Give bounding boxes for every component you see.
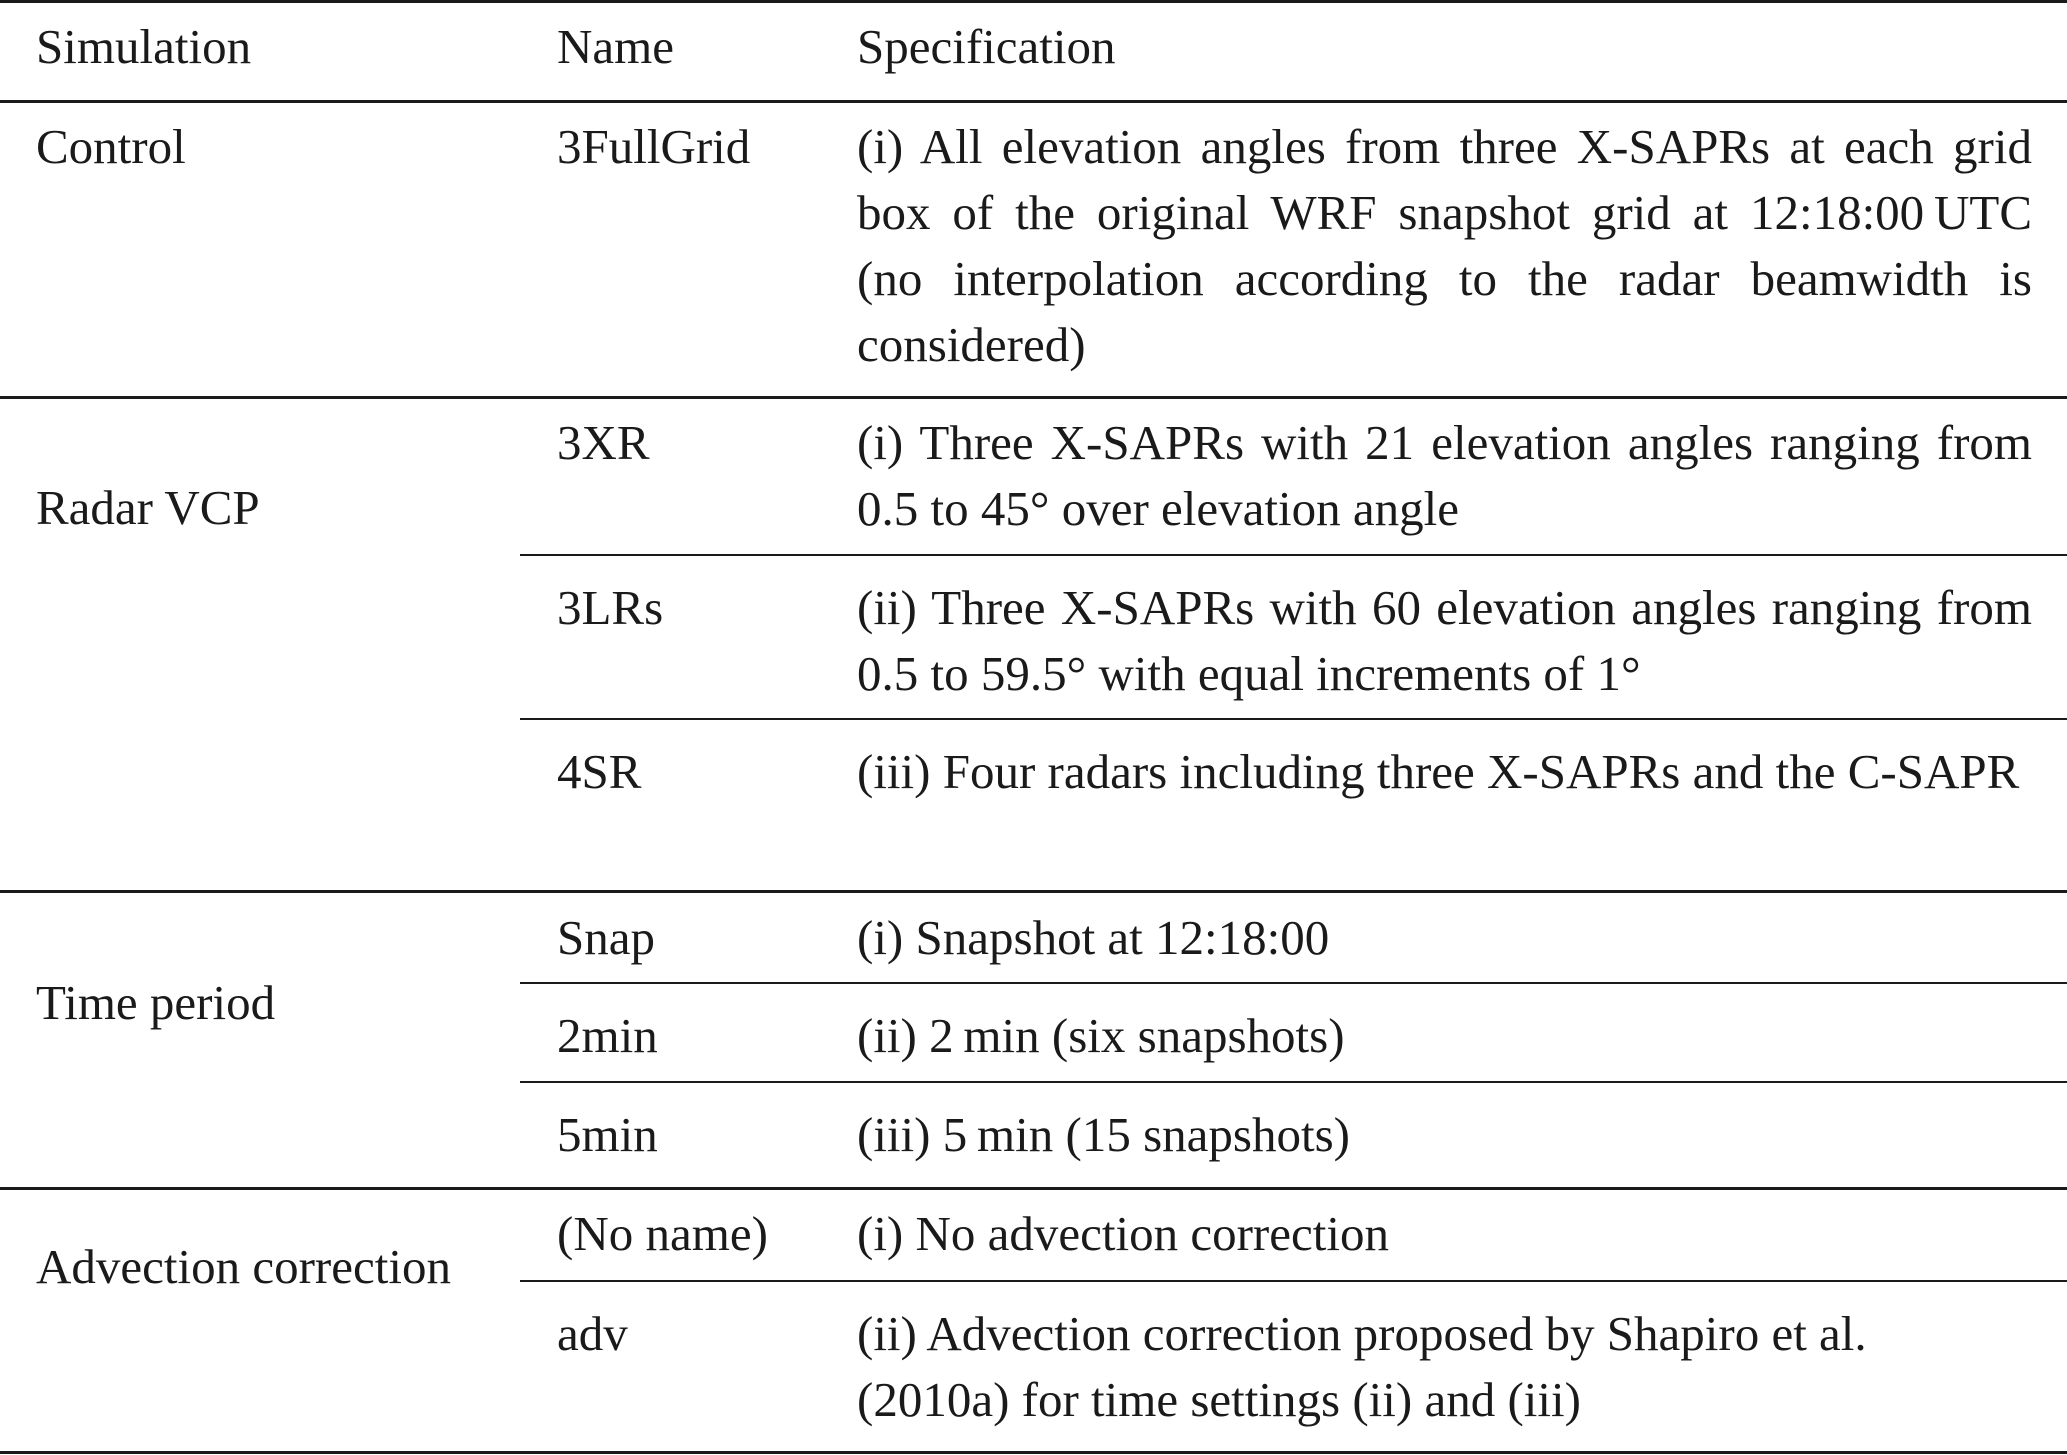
row-name: 3LRs: [557, 580, 664, 635]
row-specification: (i) All elevation angles from three X-SAPRs at each grid box of the original WRF snapshot grid at 12:18:00 UTC (no interpolation according to the radar beamwidth is considered): [857, 119, 2032, 372]
row-name: Snap: [557, 910, 655, 965]
row-name: 2min: [557, 1008, 658, 1063]
row-specification: (i) Three X-SAPRs with 21 elevation angles ranging from 0.5 to 45° over elevation angle: [857, 415, 2032, 536]
row-specification: (iii) Four radars including three X-SAPRs and the C-SAPR: [857, 744, 2020, 799]
row-specification: (ii) 2 min (six snapshots): [857, 1008, 1345, 1063]
row-name: 3XR: [557, 415, 650, 470]
row-name: (No name): [557, 1206, 768, 1261]
row-name: 5min: [557, 1107, 658, 1162]
row-name: adv: [557, 1306, 628, 1361]
row-separator-rule: [520, 1280, 2067, 1282]
header-bottom-rule: [0, 100, 2067, 103]
group-label-control: Control: [36, 119, 186, 174]
table-bottom-rule: [0, 1451, 2067, 1454]
row-specification: (ii) Three X-SAPRs with 60 elevation angles ranging from 0.5 to 59.5° with equal increments of 1°: [857, 580, 2032, 701]
column-header-specification: Specification: [857, 19, 1116, 74]
row-name: 4SR: [557, 744, 642, 799]
row-name: 3FullGrid: [557, 119, 751, 174]
group-separator-rule: [0, 890, 2067, 893]
row-separator-rule: [520, 718, 2067, 720]
column-header-name: Name: [557, 19, 674, 74]
row-separator-rule: [520, 982, 2067, 984]
row-separator-rule: [520, 554, 2067, 556]
group-label-radar-vcp: Radar VCP: [36, 480, 260, 535]
group-label-time-period: Time period: [36, 975, 276, 1030]
row-separator-rule: [520, 1081, 2067, 1083]
row-specification: (ii) Advection correction proposed by Shapiro et al. (2010a) for time settings (ii) and (iii): [857, 1306, 1867, 1427]
group-separator-rule: [0, 1187, 2067, 1190]
row-specification: (iii) 5 min (15 snapshots): [857, 1107, 1350, 1162]
row-specification: (i) Snapshot at 12:18:00: [857, 910, 1330, 965]
column-header-simulation: Simulation: [36, 19, 252, 74]
row-specification: (i) No advection correction: [857, 1206, 1389, 1261]
table-top-rule: [0, 0, 2067, 3]
group-separator-rule: [0, 396, 2067, 399]
group-label-advection-correction: Advection correction: [36, 1239, 451, 1294]
